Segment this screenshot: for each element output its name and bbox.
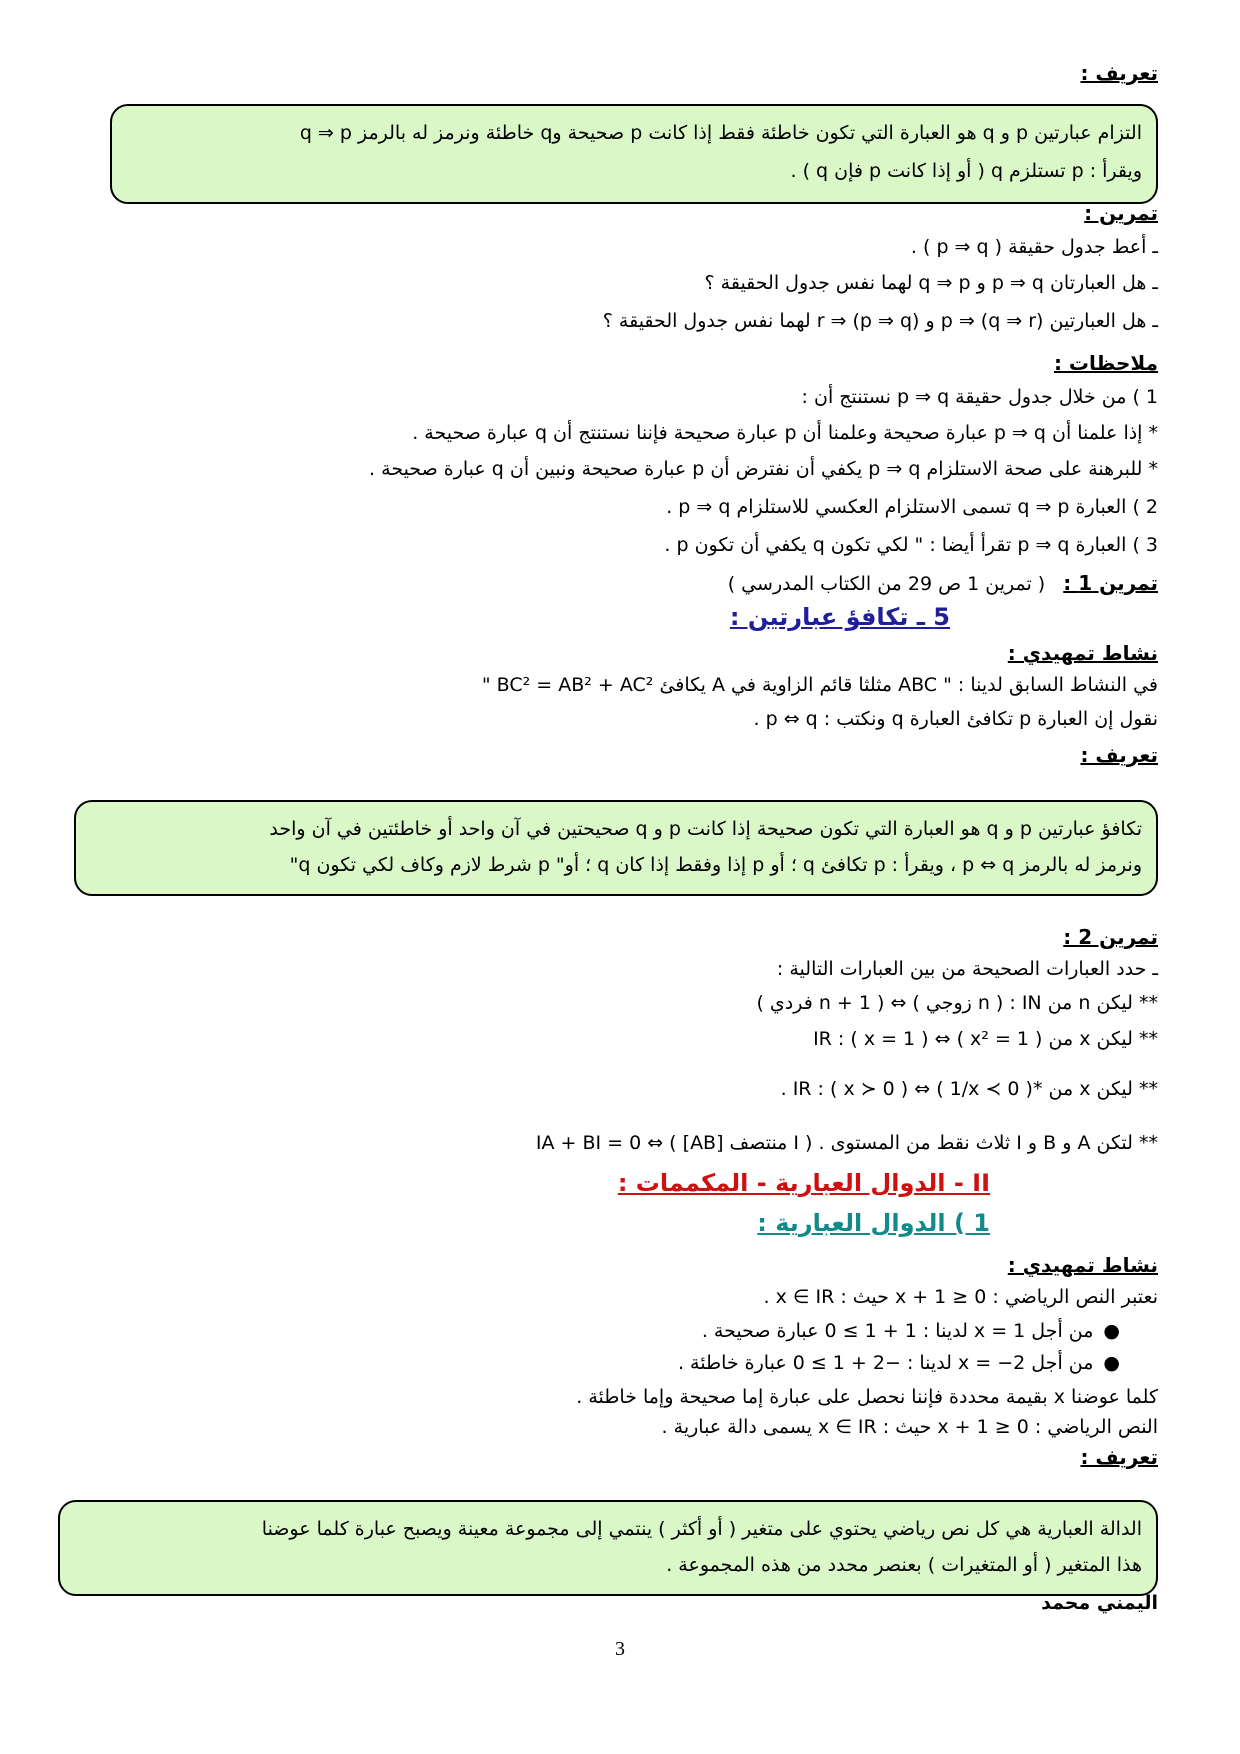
note-line: * للبرهنة على صحة الاستلزام p ⇒ q يكفي أن نفترض أن p عبارة صحيحة ونبين أن q عبارة صحيحة . xyxy=(369,458,1158,480)
author-name: اليمني محمد xyxy=(1041,1592,1158,1614)
section-5-heading: 5 ـ تكافؤ عبارتين : xyxy=(729,603,950,631)
activity2-line: النص الرياضي : x + 1 ≥ 0 حيث : x ∈ IR يسمى دالة عبارية . xyxy=(661,1416,1158,1438)
section-II-1-heading: 1 ) الدوال العبارية : xyxy=(757,1209,990,1237)
section-II-heading: II - الدوال العبارية - المكممات : xyxy=(617,1169,990,1197)
page-number: 3 xyxy=(615,1638,625,1660)
definition2-heading: تعريف : xyxy=(1080,743,1158,767)
activity2-line: كلما عوضنا x بقيمة محددة فإننا نحصل على عبارة إما صحيحة وإما خاطئة . xyxy=(576,1386,1158,1408)
activity2-line: من أجل x = −2 لدينا : −2 + 1 ≥ 0 عبارة خاطئة . xyxy=(677,1352,1094,1374)
activity-heading: نشاط تمهيدي : xyxy=(1007,641,1158,665)
definition-box-equivalence xyxy=(74,800,1158,896)
definition3-heading: تعريف : xyxy=(1080,1445,1158,1469)
exercise2-line: ** لتكن A و B و I ثلاث نقط من المستوى . ( I منتصف [AB] ) ⇔ IA + BI = 0 xyxy=(535,1132,1158,1154)
activity2-heading: نشاط تمهيدي : xyxy=(1007,1253,1158,1277)
exercise2-heading: تمرين 2 : xyxy=(1063,925,1158,949)
exercise-line: ـ هل العبارتان p ⇒ q و q ⇒ p لهما نفس جدول الحقيقة ؟ xyxy=(704,272,1158,294)
definition3-line-2: هذا المتغير ( أو المتغيرات ) بعنصر محدد من هذه المجموعة . xyxy=(666,1554,1142,1576)
definition-line-1: التزام عبارتين p و q هو العبارة التي تكون خاطئة فقط إذا كانت p صحيحة وq خاطئة ونرمز له بالرمز q ⇒ p xyxy=(299,122,1142,144)
exercise-line: ـ هل العبارتين p ⇒ (q ⇒ r) و (p ⇒ q) ⇒ r لهما نفس جدول الحقيقة ؟ xyxy=(602,310,1158,332)
definition-box-propositional-function xyxy=(58,1500,1158,1596)
activity2-bullet xyxy=(40,1350,1120,1376)
definition-line-2: ويقرأ : p تستلزم q ( أو إذا كانت p فإن q ) . xyxy=(790,160,1142,182)
definition2-line-2: ونرمز له بالرمز p ⇔ q ، ويقرأ : p تكافئ q ؛ أو p إذا وفقط إذا كان q ؛ أو" p شرط لازم وكاف لكي تكون q" xyxy=(289,854,1142,876)
exercise2-line: ـ حدد العبارات الصحيحة من بين العبارات التالية : xyxy=(776,958,1158,980)
exercise2-line: ** ليكن n من IN : ( n زوجي ) ⇔ ( n + 1 فردي ) xyxy=(756,992,1158,1014)
definition3-line-1: الدالة العبارية هي كل نص رياضي يحتوي على متغير ( أو أكثر ) ينتمي إلى مجموعة معينة ويصبح عبارة كلما عوضنا xyxy=(261,1518,1142,1540)
bullet-icon: ● xyxy=(1103,1352,1120,1374)
exercise1-text: ( تمرين 1 ص 29 من الكتاب المدرسي ) xyxy=(727,573,1046,595)
exercise1-label: تمرين 1 : xyxy=(1063,571,1158,595)
note-line: 1 ) من خلال جدول حقيقة p ⇒ q نستنتج أن : xyxy=(801,386,1158,408)
definition2-line-1: تكافؤ عبارتين p و q هو العبارة التي تكون صحيحة إذا كانت p و q صحيحتين في آن واحد أو خاطئتين في آن واحد xyxy=(269,818,1142,840)
definition-heading: تعريف : xyxy=(1080,61,1158,85)
bullet-icon: ● xyxy=(1103,1320,1120,1342)
exercise-line: ـ أعط جدول حقيقة ( p ⇒ q ) . xyxy=(910,236,1158,258)
note-line: * إذا علمنا أن p ⇒ q عبارة صحيحة وعلمنا أن p عبارة صحيحة فإننا نستنتج أن q عبارة صحيحة . xyxy=(412,422,1158,444)
exercise2-line: ** ليكن x من *IR : ( x ≻ 0 ) ⇔ ( 1/x ≺ 0 ) . xyxy=(780,1078,1158,1100)
notes-heading: ملاحظات : xyxy=(1053,351,1158,375)
note-line: 2 ) العبارة q ⇒ p تسمى الاستلزام العكسي للاستلزام p ⇒ q . xyxy=(666,496,1158,518)
definition-box-implication xyxy=(110,104,1158,204)
activity2-line: نعتبر النص الرياضي : x + 1 ≥ 0 حيث : x ∈ IR . xyxy=(763,1286,1158,1308)
activity-line: في النشاط السابق لدينا : " ABC مثلثا قائم الزاوية في A يكافئ BC² = AB² + AC² " xyxy=(481,674,1158,696)
exercise-heading: تمرين : xyxy=(1084,201,1158,225)
activity2-line: من أجل x = 1 لدينا : 1 + 1 ≥ 0 عبارة صحيحة . xyxy=(701,1320,1094,1342)
exercise2-line: ** ليكن x من IR : ( x = 1 ) ⇔ ( x² = 1 ) xyxy=(813,1028,1158,1050)
exercise1-row xyxy=(78,570,1158,597)
activity-line: نقول إن العبارة p تكافئ العبارة q ونكتب : p ⇔ q . xyxy=(753,708,1158,730)
note-line: 3 ) العبارة p ⇒ q تقرأ أيضا : " لكي تكون q يكفي أن تكون p . xyxy=(664,534,1158,556)
activity2-bullet xyxy=(40,1318,1120,1344)
